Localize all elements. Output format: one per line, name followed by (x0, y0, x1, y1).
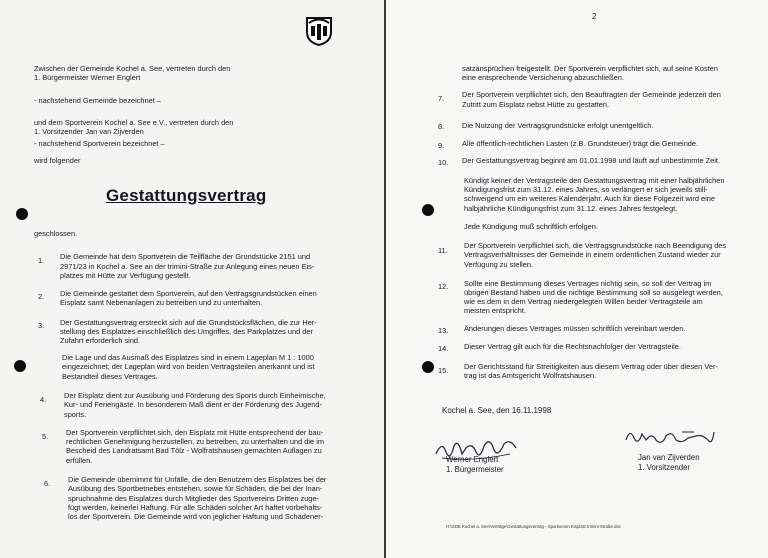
section-line: übrigen Bestand haben und die nichtige Bestimmung soll so ausgelegt werden, (464, 288, 723, 297)
place-date: Kochel a. See, den 16.11.1998 (442, 406, 552, 415)
section-line: Der Gerichtsstand für Streitigkeiten aus diesem Vertrag oder über diesen Ver- (464, 362, 718, 371)
section-line: trag ist das Amtsgericht Wolfratshausen. (464, 371, 597, 380)
section-number: 14. (438, 344, 449, 353)
section-line: Bescheid des Landratsamt Bad Tölz - Wolfratshausen gemachten Auflagen zu (66, 446, 322, 455)
intro-line: - nachstehend Sportverein bezeichnet – (34, 139, 165, 148)
section-line: halbjährliche Kündigungsfrist zum 31.12. eines Jahres festgelegt. (464, 204, 678, 213)
signatory-role: 1. Bürgermeister (446, 465, 504, 474)
document-title: Gestattungsvertrag (106, 186, 267, 205)
contract-page-2 (386, 0, 768, 558)
section-number: 9. (438, 141, 445, 150)
intro-line: Zwischen der Gemeinde Kochel a. See, vertreten durch den (34, 64, 231, 73)
section-line: Der Sportverein verpflichtet sich, die Vertragsgrundstücke nach Beendigung des (464, 241, 727, 250)
section-line: Der Gestattungsvertrag erstreckt sich auf die Grundstücksflächen, die zur Her- (60, 318, 317, 327)
intro-line: - nachstehend Gemeinde bezeichnet – (34, 96, 161, 105)
signatory-role: 1. Vorsitzender (638, 463, 691, 472)
section-number: 4. (40, 395, 47, 404)
section-line: Die Gemeinde übernimmt für Unfälle, die den Benutzern des Eisplatzes bei der (68, 475, 327, 484)
section-line: Die Lage und das Ausmaß des Eisplatzes sind in einem Lageplan M 1 : 1000 (62, 353, 314, 362)
section-line: platzes mit Hütte zur Verfügung gestellt. (60, 271, 191, 280)
section-line: Die Nutzung der Vertragsgrundstücke erfolgt unentgeltlich. (462, 121, 654, 130)
intro-line: und dem Sportverein Kochel a. See e.V., vertreten durch den (34, 118, 234, 127)
section-line: stellung des Eisplatzes einschließlich des Umgriffes, des Parkplatzes und der (60, 327, 313, 336)
signature-zijverden-icon (622, 422, 718, 454)
punch-hole (16, 208, 28, 220)
section-line: eingezeichnet; der Lageplan wird von beiden Vertragsteilen anerkannt und ist (62, 362, 315, 371)
section-number: 7. (438, 94, 445, 103)
section-line: schweigend um ein weiteres Kalenderjahr. Auch für diese Folgezeit wird eine (464, 194, 716, 203)
signatory-name: Werner Englert (446, 455, 499, 464)
section-line: Sollte eine Bestimmung dieses Vertrages nichtig sein, so soll der Vertrag im (464, 279, 712, 288)
section-line: Kündigt keiner der Vertragsteile den Gestattungsvertrag mit einer halbjährlichen (464, 176, 725, 185)
section-number: 5. (42, 432, 49, 441)
section-number: 2. (38, 292, 45, 301)
section-number: 12. (438, 282, 449, 291)
section-number: 6. (44, 479, 51, 488)
section-line: sports. (64, 410, 87, 419)
concluded-text: geschlossen. (34, 229, 78, 238)
section-number: 8. (438, 122, 445, 131)
signatory-name: Jan van Zijverden (638, 453, 700, 462)
section-line: Die Gemeinde hat dem Sportverein die Teilfläche der Grundstücke 2151 und (60, 252, 311, 261)
section-line: los der Sportverein. Die Gemeinde wird von jeglicher Haftung und Schadener- (68, 512, 324, 521)
section-line: Eisplatz samt Nebenanlagen zu betreiben und zu unterhalten. (60, 298, 263, 307)
section-line: rechtlichen Genehmigung herzustellen, zu betreiben, zu unterhalten und die im (66, 437, 325, 446)
section-line: Kur- und Feriengäste. In besonderem Maß dient er der Förderung des Jugend- (64, 400, 322, 409)
section-number: 10. (438, 158, 449, 167)
section-number: 3. (38, 321, 45, 330)
section-line: Alle öffentlich-rechtlichen Lasten (z.B. Grundsteuer) trägt die Gemeinde. (462, 139, 699, 148)
section-line: Zufahrt erforderlich sind. (60, 336, 141, 345)
intro-line: 1. Bürgermeister Werner Englert (34, 73, 141, 82)
page-number: 2 (592, 12, 597, 21)
section-number: 11. (438, 246, 448, 255)
section-line: Der Sportverein verpflichtet sich, den Beauftragten der Gemeinde jederzeit den (462, 90, 721, 99)
section-line: meisten entspricht. (464, 306, 527, 315)
intro-line: 1. Vorsitzender Jan van Zijverden (34, 127, 144, 136)
section-line: Dieser Vertrag gilt auch für die Rechtsnachfolger der Vertragsteile. (464, 342, 681, 351)
intro-line: wird folgender (34, 156, 81, 165)
section-line: Zutritt zum Eisplatz nebst Hütte zu gestatten. (462, 100, 610, 109)
section-line: Kündigungsfrist zum 31.12. eines Jahres, so verlängert er sich jeweils still- (464, 185, 708, 194)
section-number: 15. (438, 366, 449, 375)
section-line: wie es dem in dem Vertrag niedergelegten Willen beider Vertragsteile am (464, 297, 703, 306)
continuation-line: eine entsprechende Versicherung abzuschließen. (462, 73, 624, 82)
section-line: Vertragsverhältnisses der Gemeinde in einem ordentlichen Zustand wieder zur (464, 250, 721, 259)
section-number: 13. (438, 326, 449, 335)
punch-hole (422, 361, 434, 373)
section-line: Verfügung zu stellen. (464, 260, 534, 269)
continuation-line: satzansprüchen freigestellt. Der Sportverein verpflichtet sich, auf seine Kosten (462, 64, 718, 73)
section-line: fügt werden, keinerlei Haftung. Für alle Schäden solcher Art haftet vorbehalts- (68, 503, 323, 512)
section-line: Ausübung des Sportbetriebes entstehen, sowie für Schäden, die bei der Inan- (68, 484, 323, 493)
section-line: spruchnahme des Eisplatzes durch Mitglieder des Sportvereins Dritten zuge- (68, 494, 319, 503)
section-number: 1. (38, 256, 45, 265)
section-line: Änderungen dieses Vertrages müssen schriftlich vereinbart werden. (464, 324, 686, 333)
section-line: 2971/23 in Kochel a. See an der trimini-Straße zur Anlegung eines neuen Eis- (60, 262, 315, 271)
punch-hole (14, 360, 26, 372)
punch-hole (422, 204, 434, 216)
section-line: Jede Kündigung muß schriftlich erfolgen. (464, 222, 598, 231)
section-line: Die Gemeinde gestattet dem Sportverein, auf den Vertragsgrundstücken einen (60, 289, 317, 298)
section-line: Der Sportverein verpflichtet sich, den Eisplatz mit Hütte entsprechend der bau- (66, 428, 324, 437)
section-line: Der Eisplatz dient zur Ausübung und Förderung des Sports durch Einheimische, (64, 391, 326, 400)
file-path-footer: H:\GDE Kochel a. See\Verträge\Gestattungsvertrag - Sportverein Eisplatz trimini-Straße.doc (446, 524, 622, 529)
section-line: erfüllen. (66, 456, 93, 465)
municipal-crest-icon (305, 14, 333, 46)
section-line: Der Gestattungsvertrag beginnt am 01.01.1998 und läuft auf unbestimmte Zeit. (462, 156, 721, 165)
section-line: Bestandteil dieses Vertrages. (62, 372, 158, 381)
